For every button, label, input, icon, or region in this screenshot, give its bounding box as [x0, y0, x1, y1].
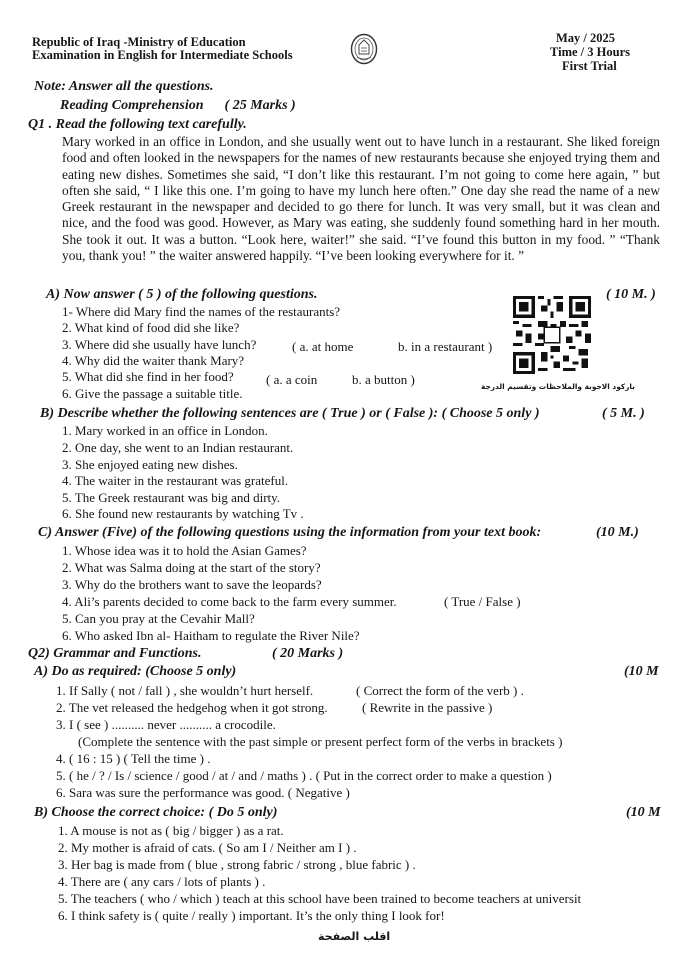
grammar-a4: 4. ( 16 : 15 ) ( Tell the time ) .	[56, 751, 211, 766]
q2b-marks: (10 M	[626, 805, 661, 820]
grammar-a2: 2. The vet released the hedgehog when it got strong.	[56, 700, 328, 715]
question-c3: 3. Why do the brothers want to save the leopards?	[62, 577, 322, 592]
statement-b1: 1. Mary worked in an office in London.	[62, 423, 268, 438]
question-a6: 6. Give the passage a suitable title.	[62, 386, 243, 401]
question-a2: 2. What kind of food did she like?	[62, 320, 240, 335]
q1-title: Q1 . Read the following text carefully.	[28, 117, 247, 132]
reading-title: Reading Comprehension ( 25 Marks )	[60, 98, 296, 113]
question-c6: 6. Who asked Ibn al- Haitham to regulate the River Nile?	[62, 628, 360, 643]
choice-b6: 6. I think safety is ( quite / really ) important. It’s the only thing I look for!	[58, 908, 445, 923]
choice-b5: 5. The teachers ( who / which ) teach at this school have been trained to become teachers at universit	[58, 891, 582, 906]
statement-b6: 6. She found new restaurants by watching Tv .	[62, 506, 304, 521]
reading-passage: Mary worked in an office in London, and she usually went out to have lunch in a restaurant. She liked foreign food and often looked in the newspapers for the names of new restaurants because she enjoyed trying them and eating new dishes. Sometimes she said, “I don’t like this restaurant. I’m not going to come here again, ” but often she said, “ I like this one. I’m going to have my lunch here often.” One day she read the name of a new Greek restaurant in the newspaper and decided to go there for lunch. It was very small, but it was clean and nice, and the food was good. However, as Mary was eating, she suddenly found something hard in her mouth. She took it out. It was a button. “Look here, waiter!” she said. “I’ve found this button in my food. ” “Thank you, thank you! ” the waiter answered happily. “I’ve been looking everywhere for it. ”	[62, 134, 660, 264]
qr-code-icon[interactable]	[512, 296, 592, 374]
choice-a3-a: ( a. at home	[292, 339, 354, 354]
turn-page-note: اقلب الصفحة	[318, 930, 391, 943]
statement-b4: 4. The waiter in the restaurant was grateful.	[62, 473, 289, 488]
statement-b3: 3. She enjoyed eating new dishes.	[62, 457, 238, 472]
choice-a5-b: b. a button )	[352, 372, 415, 387]
choice-b1: 1. A mouse is not as ( big / bigger ) as a rat.	[58, 823, 284, 838]
grammar-a1-note: ( Correct the form of the verb ) .	[356, 683, 524, 698]
q2a-title: A) Do as required: (Choose 5 only)	[34, 664, 237, 679]
exam-title-line: Examination in English for Intermediate Schools	[32, 48, 293, 62]
choice-b2: 2. My mother is afraid of cats. ( So am I / Neither am I ) .	[58, 840, 357, 855]
grammar-a6: 6. Sara was sure the performance was good. ( Negative )	[56, 785, 350, 800]
choice-a5-a: ( a. a coin	[266, 372, 318, 387]
section-a-marks: ( 10 M. )	[606, 287, 656, 302]
question-c4: 4. Ali’s parents decided to come back to the farm every summer.	[62, 594, 397, 609]
q2b-title: B) Choose the correct choice: ( Do 5 only)	[34, 805, 278, 820]
grammar-a3-note: (Complete the sentence with the past simple or present perfect form of the verbs in brackets )	[78, 734, 563, 749]
section-b-title: B) Describe whether the following sentences are ( True ) or ( False ): ( Choose 5 only )	[40, 406, 540, 421]
grammar-a3: 3. I ( see ) .......... never .......... a crocodile.	[56, 717, 276, 732]
ministry-seal-icon	[350, 33, 378, 65]
section-c-title: C) Answer (Five) of the following questions using the information from your text book:	[38, 525, 542, 540]
question-c1: 1. Whose idea was it to hold the Asian Games?	[62, 543, 307, 558]
q2-marks: ( 20 Marks )	[272, 646, 344, 661]
question-a3: 3. Where did she usually have lunch?	[62, 337, 257, 352]
section-b-marks: ( 5 M. )	[602, 406, 645, 421]
exam-time: Time / 3 Hours	[550, 45, 630, 59]
section-c-marks: (10 M.)	[596, 525, 639, 540]
choice-b3: 3. Her bag is made from ( blue , strong fabric / strong , blue fabric ) .	[58, 857, 416, 872]
statement-b2: 2. One day, she went to an Indian restaurant.	[62, 440, 294, 455]
question-a1: 1- Where did Mary find the names of the restaurants?	[62, 304, 341, 319]
grammar-a1: 1. If Sally ( not / fall ) , she wouldn’t hurt herself.	[56, 683, 314, 698]
statement-b5: 5. The Greek restaurant was big and dirty.	[62, 490, 281, 505]
choice-c4: ( True / False )	[444, 594, 521, 609]
exam-date: May / 2025	[556, 31, 616, 45]
question-c5: 5. Can you pray at the Cevahir Mall?	[62, 611, 255, 626]
grammar-a2-note: ( Rewrite in the passive )	[362, 700, 493, 715]
question-a4: 4. Why did the waiter thank Mary?	[62, 353, 245, 368]
choice-b4: 4. There are ( any cars / lots of plants ) .	[58, 874, 266, 889]
ministry-line: Republic of Iraq -Ministry of Education	[32, 35, 246, 49]
instructions-note: Note: Answer all the questions.	[34, 79, 214, 94]
section-a-title: A) Now answer ( 5 ) of the following questions.	[46, 287, 318, 302]
question-a5: 5. What did she find in her food?	[62, 369, 234, 384]
choice-a3-b: b. in a restaurant )	[398, 339, 493, 354]
question-c2: 2. What was Salma doing at the start of the story?	[62, 560, 321, 575]
exam-trial: First Trial	[562, 59, 617, 73]
q2-title: Q2) Grammar and Functions.	[28, 646, 202, 661]
grammar-a5: 5. ( he / ? / Is / science / good / at / and / maths ) . ( Put in the correct order to make a question )	[56, 768, 552, 783]
q2a-marks: (10 M	[624, 664, 659, 679]
qr-caption: باركود الاجوبة والملاحظات وتقسيم الدرجة	[481, 382, 635, 391]
